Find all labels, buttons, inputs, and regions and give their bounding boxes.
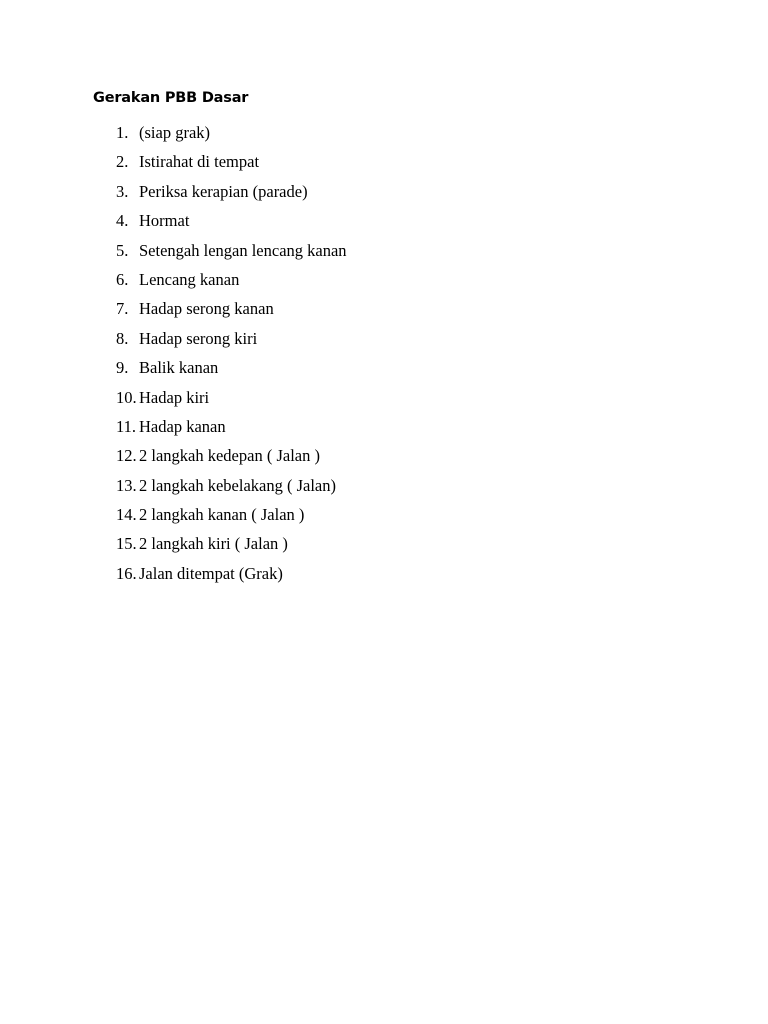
list-item-number: 3. bbox=[116, 181, 129, 201]
list-item bbox=[116, 122, 347, 151]
list-item-number: 6. bbox=[116, 269, 129, 289]
list-item bbox=[116, 563, 347, 592]
list-item bbox=[116, 151, 347, 180]
list-item bbox=[116, 416, 347, 445]
list-item bbox=[116, 357, 347, 386]
list-item-text: 2 langkah kanan ( Jalan ) bbox=[139, 505, 305, 525]
list-item bbox=[116, 210, 347, 239]
list-item-number: 11. bbox=[116, 416, 137, 436]
list-item-text: Hadap kanan bbox=[139, 416, 226, 436]
list-item-number: 13. bbox=[116, 475, 137, 495]
list-item-text: Hadap serong kiri bbox=[139, 328, 258, 348]
list-item bbox=[116, 504, 347, 533]
list-item-number: 2. bbox=[116, 152, 129, 172]
list-item-text: Balik kanan bbox=[139, 358, 219, 378]
list-item-number: 14. bbox=[116, 505, 137, 525]
list-item-text: Periksa kerapian (parade) bbox=[139, 181, 308, 201]
list-item-text: Setengah lengan lencang kanan bbox=[139, 240, 347, 260]
list-item-text: 2 langkah kiri ( Jalan ) bbox=[139, 534, 288, 554]
list-item-text: Hadap kiri bbox=[139, 387, 210, 407]
list-item-text: 2 langkah kebelakang ( Jalan) bbox=[139, 475, 337, 495]
list-item-text: Lencang kanan bbox=[139, 269, 240, 289]
list-item-number: 10. bbox=[116, 387, 137, 407]
list-item-number: 12. bbox=[116, 446, 137, 466]
list-item-number: 5. bbox=[116, 240, 129, 260]
list-item bbox=[116, 475, 347, 504]
list-item bbox=[116, 387, 347, 416]
list-item-number: 15. bbox=[116, 534, 137, 554]
list-item bbox=[116, 445, 347, 474]
list-item-text: Hormat bbox=[139, 211, 190, 231]
pbb-movement-list bbox=[116, 122, 347, 592]
list-item-text: (siap grak) bbox=[139, 123, 211, 142]
list-item bbox=[116, 298, 347, 327]
document-title: Gerakan PBB Dasar bbox=[93, 90, 249, 106]
list-item-text: 2 langkah kedepan ( Jalan ) bbox=[139, 446, 320, 466]
list-item-number: 9. bbox=[116, 358, 129, 378]
list-item-number: 4. bbox=[116, 211, 129, 231]
list-item bbox=[116, 181, 347, 210]
list-item bbox=[116, 533, 347, 562]
list-item-number: 16. bbox=[116, 563, 137, 583]
list-item-number: 8. bbox=[116, 328, 129, 348]
list-item bbox=[116, 328, 347, 357]
list-item-number: 7. bbox=[116, 299, 129, 319]
list-item-number: 1. bbox=[116, 123, 129, 142]
list-item bbox=[116, 240, 347, 269]
list-item bbox=[116, 269, 347, 298]
list-item-text: Hadap serong kanan bbox=[139, 299, 274, 319]
list-item-text: Jalan ditempat (Grak) bbox=[139, 563, 283, 583]
list-item-text: Istirahat di tempat bbox=[139, 152, 260, 172]
